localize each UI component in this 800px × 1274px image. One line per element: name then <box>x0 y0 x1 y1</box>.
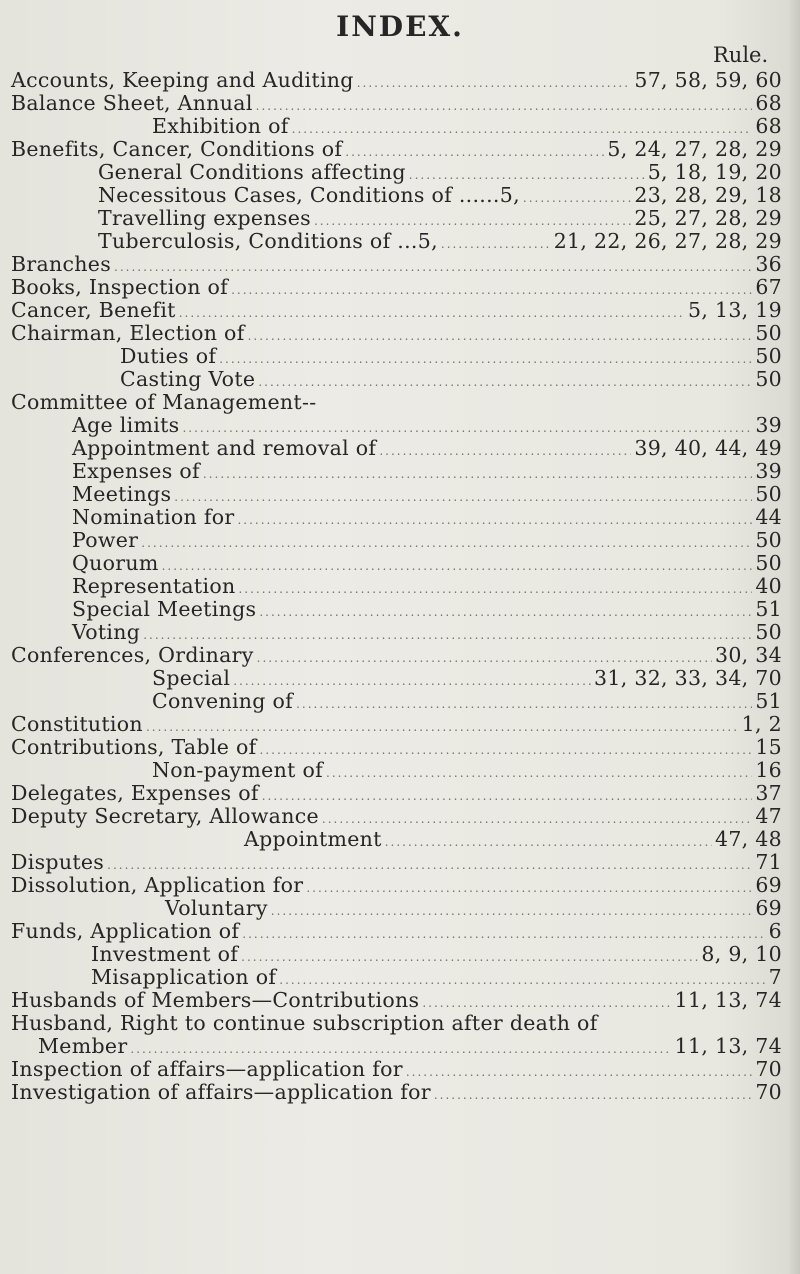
index-entry: Committee of Management-- <box>11 390 317 414</box>
index-entry: Husband, Right to continue subscription after death of <box>11 1011 598 1035</box>
index-entry: Non-payment of ..... 16 <box>152 758 782 782</box>
index-entry: Constitution ..... 1, 2 <box>11 712 782 736</box>
index-entry: Delegates, Expenses of ..... 37 <box>11 781 782 805</box>
index-entry: Dissolution, Application for ..... 69 <box>11 873 782 897</box>
index-entry: Duties of ..... 50 <box>120 344 782 368</box>
index-title: INDEX. <box>336 10 464 43</box>
index-entry: Special Meetings ..... 51 <box>72 597 782 621</box>
index-entry: Appointment and removal of ..... 39, 40, 44, 49 <box>72 436 782 460</box>
index-entry: Husbands of Members—Contributions ..... 11, 13, 74 <box>11 988 782 1012</box>
index-entry: Age limits ..... 39 <box>72 413 782 437</box>
index-entry: Balance Sheet, Annual ..... 68 <box>11 91 782 115</box>
index-entry: Casting Vote ..... 50 <box>120 367 782 391</box>
index-entry: Necessitous Cases, Conditions of ......5, ..... 23, 28, 29, 18 <box>98 183 782 207</box>
page-edge-shadow <box>790 0 800 1274</box>
index-entry: Investigation of affairs—application for ..... 70 <box>11 1080 782 1104</box>
index-entry: Chairman, Election of ..... 50 <box>11 321 782 345</box>
index-entry: Cancer, Benefit ..... 5, 13, 19 <box>11 298 782 322</box>
index-entry: Inspection of affairs—application for ..... 70 <box>11 1057 782 1081</box>
index-entry: Quorum ..... 50 <box>72 551 782 575</box>
index-entry: Convening of ..... 51 <box>152 689 782 713</box>
index-entry: Exhibition of ..... 68 <box>152 114 782 138</box>
index-entry: Meetings ..... 50 <box>72 482 782 506</box>
index-entry: Funds, Application of ..... 6 <box>11 919 782 943</box>
index-entry: Conferences, Ordinary ..... 30, 34 <box>11 643 782 667</box>
index-entry: Books, Inspection of ..... 67 <box>11 275 782 299</box>
index-entry: Power ..... 50 <box>72 528 782 552</box>
index-entry: Disputes ..... 71 <box>11 850 782 874</box>
rule-column-heading: Rule. <box>713 43 769 67</box>
index-entry: Voluntary ..... 69 <box>165 896 782 920</box>
index-entry: Travelling expenses ..... 25, 27, 28, 29 <box>98 206 782 230</box>
index-entry: Tuberculosis, Conditions of ...5, ..... 21, 22, 26, 27, 28, 29 <box>98 229 782 253</box>
index-entry: Accounts, Keeping and Auditing ..... 57, 58, 59, 60 <box>11 68 782 92</box>
index-entry: Nomination for ..... 44 <box>72 505 782 529</box>
index-entry: Expenses of ..... 39 <box>72 459 782 483</box>
index-entry: Representation ..... 40 <box>72 574 782 598</box>
index-entry: Misapplication of ..... 7 <box>91 965 782 989</box>
index-entry: Contributions, Table of ..... 15 <box>11 735 782 759</box>
index-entry: Appointment ..... 47, 48 <box>244 827 782 851</box>
index-entry: Branches ..... 36 <box>11 252 782 276</box>
index-entry: Voting ..... 50 <box>72 620 782 644</box>
index-entry: Special ..... 31, 32, 33, 34, 70 <box>152 666 782 690</box>
index-entry: Benefits, Cancer, Conditions of ..... 5, 24, 27, 28, 29 <box>11 137 782 161</box>
index-entry: Investment of ..... 8, 9, 10 <box>91 942 782 966</box>
index-entry: Member ..... 11, 13, 74 <box>38 1034 782 1058</box>
index-entry: Deputy Secretary, Allowance ..... 47 <box>11 804 782 828</box>
index-entry: General Conditions affecting ..... 5, 18, 19, 20 <box>98 160 782 184</box>
